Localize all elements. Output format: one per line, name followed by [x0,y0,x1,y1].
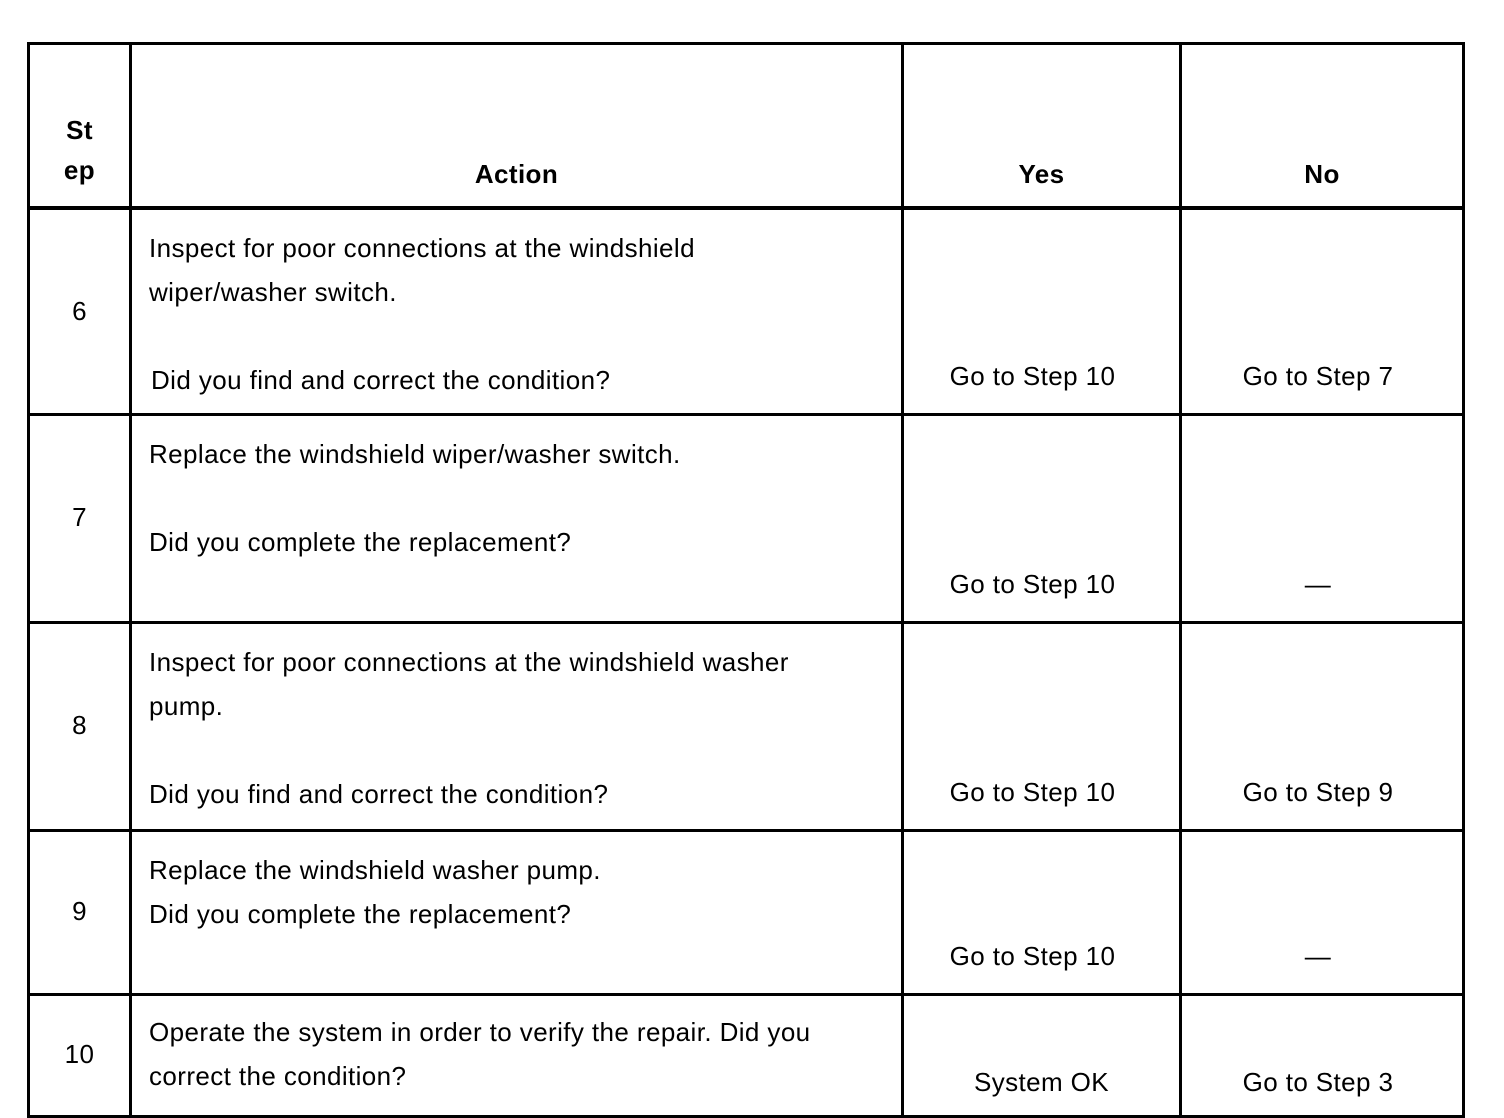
no-result: Go to Step 3 [1181,994,1464,1116]
yes-column-header: Yes [903,44,1181,209]
step-number: 9 [29,830,131,994]
step-number: 8 [29,622,131,830]
yes-result: Go to Step 10 [903,208,1181,414]
action-cell [131,622,903,830]
yes-result: Go to Step 10 [903,414,1181,622]
no-result: — [1181,830,1464,994]
action-text: Operate the system in order to verify the repair. Did you [149,1016,811,1047]
action-question: Did you find and correct the condition? [149,778,609,809]
action-question: Did you find and correct the condition? [151,365,611,395]
action-text: Inspect for poor connections at the windshield washer [149,646,789,677]
action-text: Replace the windshield washer pump. [149,854,601,885]
no-result: Go to Step 9 [1181,622,1464,830]
table-row [29,414,1464,622]
step-column-header [29,44,131,209]
action-text: Replace the windshield wiper/washer switch. [149,438,681,469]
diagnostic-steps-table [27,42,1465,1118]
step-number: 10 [29,994,131,1116]
no-result: — [1181,414,1464,622]
table-row [29,208,1464,414]
action-question: Did you complete the replacement? [149,526,572,557]
action-text: wiper/washer switch. [149,277,397,307]
table-row [29,830,1464,994]
action-text: pump. [149,690,224,721]
action-cell [131,994,903,1116]
no-result: Go to Step 7 [1181,208,1464,414]
table-row [29,622,1464,830]
action-column-header: Action [131,44,903,209]
yes-result: Go to Step 10 [903,830,1181,994]
table-row [29,994,1464,1116]
action-cell [131,414,903,622]
step-header-line1: St [66,115,93,145]
no-column-header: No [1181,44,1464,209]
step-number: 7 [29,414,131,622]
step-number: 6 [29,208,131,414]
action-cell [131,208,903,414]
yes-result: System OK [903,994,1181,1116]
step-header-line2: ep [63,155,96,185]
action-text: correct the condition? [149,1060,407,1091]
yes-result: Go to Step 10 [903,622,1181,830]
action-cell [131,830,903,994]
diagnostic-table-frame [27,42,1462,1098]
table-header-row [29,44,1464,209]
action-question: Did you complete the replacement? [149,898,572,929]
action-text: Inspect for poor connections at the windshield [149,233,695,263]
